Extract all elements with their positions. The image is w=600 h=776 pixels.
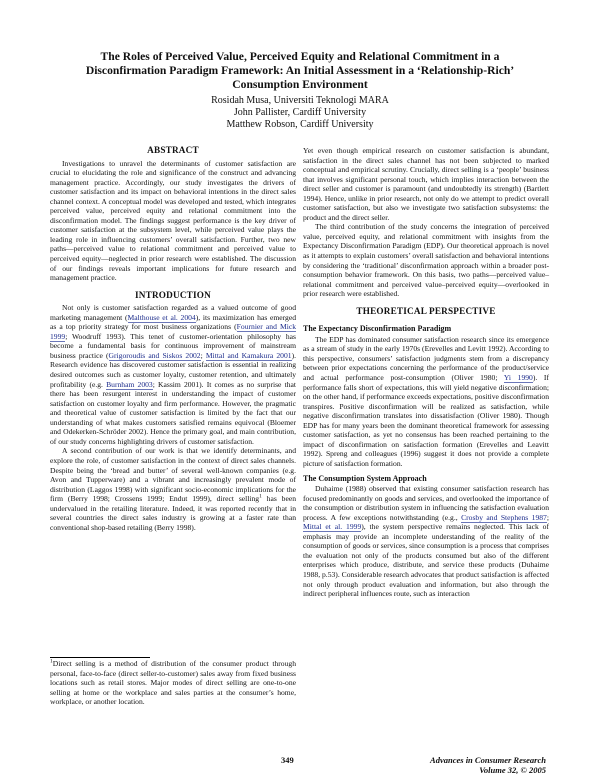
citation-link[interactable]: Mittal and Kamakura 2001 bbox=[205, 350, 292, 360]
footnote-number: 1 bbox=[50, 658, 53, 665]
footnote-rule bbox=[50, 657, 150, 658]
title-line: Disconfirmation Paradigm Framework: An Initial Assessment in a ‘Relationship-Rich’ bbox=[85, 64, 515, 77]
page-number: 349 bbox=[281, 755, 294, 765]
right-paragraph-1: Yet even though empirical research on customer satisfaction is abundant, satisfaction in the direct sales channel has not been subjected to marked conceptual and empirical scrutiny. Crucially, direct selling is a ‘people’ business that involves significant personal touch, which implies interaction between the direct seller and customer is paramount (and undoubtedly its strength) (Bartlett 1994). Hence, unlike in prior research, not only do we attempt to predict overall customer satisfaction, but also we investigate two satisfaction subsystems: the product and the direct seller. bbox=[303, 146, 549, 222]
abstract-text: Investigations to unravel the determinants of customer satisfaction are crucial to elucidating the role and significance of the construct and advancing management practice. Accordingly, our study investigates the drivers of customer satisfaction and its impact on behavioral intentions in the direct sales channel context. A conceptual model was developed and tested, which integrates perceived value, perceived equity and relational commitment into the disconfirmation model. The findings suggest performance is the key driver of customer satisfaction at the subsystem level, while perceived value plays the leading role in influencing customers’ overall satisfaction. Further, two new paths—perceived value to relational commitment and perceived value to perceived equity—neglected in prior research were established. The discussion of our findings reveals important implications for future research and management practice. bbox=[50, 158, 296, 283]
theory-heading: THEORETICAL PERSPECTIVE bbox=[356, 305, 496, 316]
citation-link[interactable]: Yi 1990 bbox=[503, 373, 533, 383]
journal-volume: Volume 32, © 2005 bbox=[479, 765, 546, 775]
right-column bbox=[303, 146, 549, 599]
csa-subheading: The Consumption System Approach bbox=[303, 473, 427, 483]
citation-link[interactable]: Mittal et al. 1999 bbox=[303, 522, 362, 532]
paper-title bbox=[60, 50, 540, 92]
edp-subheading: The Expectancy Disconfirmation Paradigm bbox=[303, 324, 452, 334]
intro-paragraph-1: Not only is customer satisfaction regarded as a valued outcome of good marketing management (Malthouse et al. 2004), its maximization has emerged as a top priority strategy for most business organizations (Fournier and Mick 1999; Woodruff 1993). This tenet of customer-orientation philosophy has become a fundamental basis for continuous improvement of mainstream business practice (Grigoroudis and Siskos 2002; Mittal and Kamakura 2001). Research evidence has discovered customer satisfaction is essential in realizing desired outcomes such as customer loyalty, customer retention, and ultimately profitability (e.g. Burnham 2003; Kassim 2001). It comes as no surprise that there has been resurgent interest in understanding the impact of customer satisfaction on customer loyalty and firm performance. However, the pragmatic and theoretical value of customer satisfaction is limited by the fact that our understanding of what makes customers satisfied remains equivocal (Bloemer and Odekerken-Schröder 2002). Hence the primary goal, and main contribution, of our study concerns highlighting drivers of customer satisfaction. bbox=[50, 303, 296, 446]
introduction-heading: INTRODUCTION bbox=[135, 289, 211, 300]
intro-paragraph-2: A second contribution of our work is that we identify determinants, and explore the role, of customer satisfaction in the context of direct sales channels. Despite being the ‘bread and butter’ of several well-known companies (e.g. Avon and Tupperware) and a vibrant and increasingly prevalent mode of distribution (Laggos 1998) with significant socio-economic implications for the firm (Berry 1998; Crossens 1999; Endut 1999), direct selling$^1$ has been undervalued in the retailing literature. Indeed, it was reported recently that in several countries the direct sales industry is growing at a faster rate than conventional shop-based retailing (Berry 1998). bbox=[50, 446, 296, 532]
left-column bbox=[50, 146, 296, 532]
right-paragraph-2: The third contribution of the study concerns the integration of perceived value, perceived equity, and relational commitment with insights from the Expectancy Disconfirmation Paradigm (EDP). Our theoretical approach is novel as it attempts to explain customers’ overall satisfaction and behavioral intentions by considering the ‘traditional’ disconfirmation approach within a broader post-consumption behavior framework. On this basis, two paths—perceived value–relational commitment and perceived value–perceived equity—overlooked in prior research were established. bbox=[303, 222, 549, 299]
citation-link[interactable]: Grigoroudis and Siskos 2002 bbox=[108, 350, 201, 360]
citation-link[interactable]: Crosby and Stephens 1987 bbox=[461, 512, 547, 522]
journal-name: Advances in Consumer Research bbox=[430, 755, 546, 765]
citation-link[interactable]: Fournier and Mick 1999 bbox=[50, 322, 296, 341]
footnote-marker[interactable]: 1 bbox=[259, 493, 262, 500]
footnote bbox=[50, 659, 296, 707]
footnote-text: Direct selling is a method of distribution of the consumer product through personal, face-to-face (direct seller-to-customer) sales away from fixed business locations such as retail stores. Major modes of direct selling are one-to-one selling at home or the workplace and sales parties at the consumer’s home, workplace, or another location. bbox=[50, 659, 296, 707]
author-line: Matthew Robson, Cardiff University bbox=[226, 119, 374, 130]
author-line: Rosidah Musa, Universiti Teknologi MARA bbox=[211, 95, 389, 106]
abstract-heading: ABSTRACT bbox=[147, 145, 199, 155]
journal-info bbox=[430, 755, 546, 775]
csa-paragraph: Duhaime (1988) observed that existing consumer satisfaction research has focused predominantly on goods and services, and overlooked the importance of the consumption or distribution system in influencing the satisfaction evaluation process. A few exceptions notwithstanding (e.g., Crosby and Stephens 1987; Mittal et al. 1999), the system perspective remains neglected. This lack of emphasis may provide an incomplete understanding of the reality of the consumption of goods or services, since consumption is a process that comprises the evaluation not only of the products consumed but also of the different enterprises which produce, distribute, and service these products (Duhaime 1988, p.53). Considerable research advocates that product satisfaction is affected not only through product evaluation and information, but also through the indirect peripheral influences route, such as interaction bbox=[303, 484, 549, 599]
citation-link[interactable]: Burnham 2003 bbox=[106, 379, 153, 389]
author-list bbox=[60, 95, 540, 131]
edp-paragraph: The EDP has dominated consumer satisfaction research since its emergence as a stream of study in the early 1970s (Erevelles and Levitt 1992). According to this perspective, consumers’ satisfaction judgments stem from a discrepancy between prior expectations concerning the performance of the product/service and actual performance post-consumption (Oliver 1980; Yi 1990). If performance falls short of expectations, this will yield negative disconfirmation; on the other hand, if performance exceeds expectations, positive disconfirmation transpires. Positive disconfirmation will be realized as satisfaction, while negative disconfirmation translates into dissatisfaction (Oliver 1980). Though EDP has for many years been the dominant theoretical framework for assessing customer satisfaction, as yet no consensus has been reached pertaining to the impact of disconfirmation on satisfaction formation (Erevelles and Leavitt 1992). Spreng and colleagues (1996) suggest it does not provide a complete picture of satisfaction formation. bbox=[303, 334, 549, 468]
title-line: Consumption Environment bbox=[232, 78, 368, 91]
citation-link[interactable]: Malthouse et al. 2004 bbox=[127, 312, 196, 322]
title-line: The Roles of Perceived Value, Perceived Equity and Relational Commitment in a bbox=[100, 50, 500, 63]
author-line: John Pallister, Cardiff University bbox=[233, 107, 367, 118]
